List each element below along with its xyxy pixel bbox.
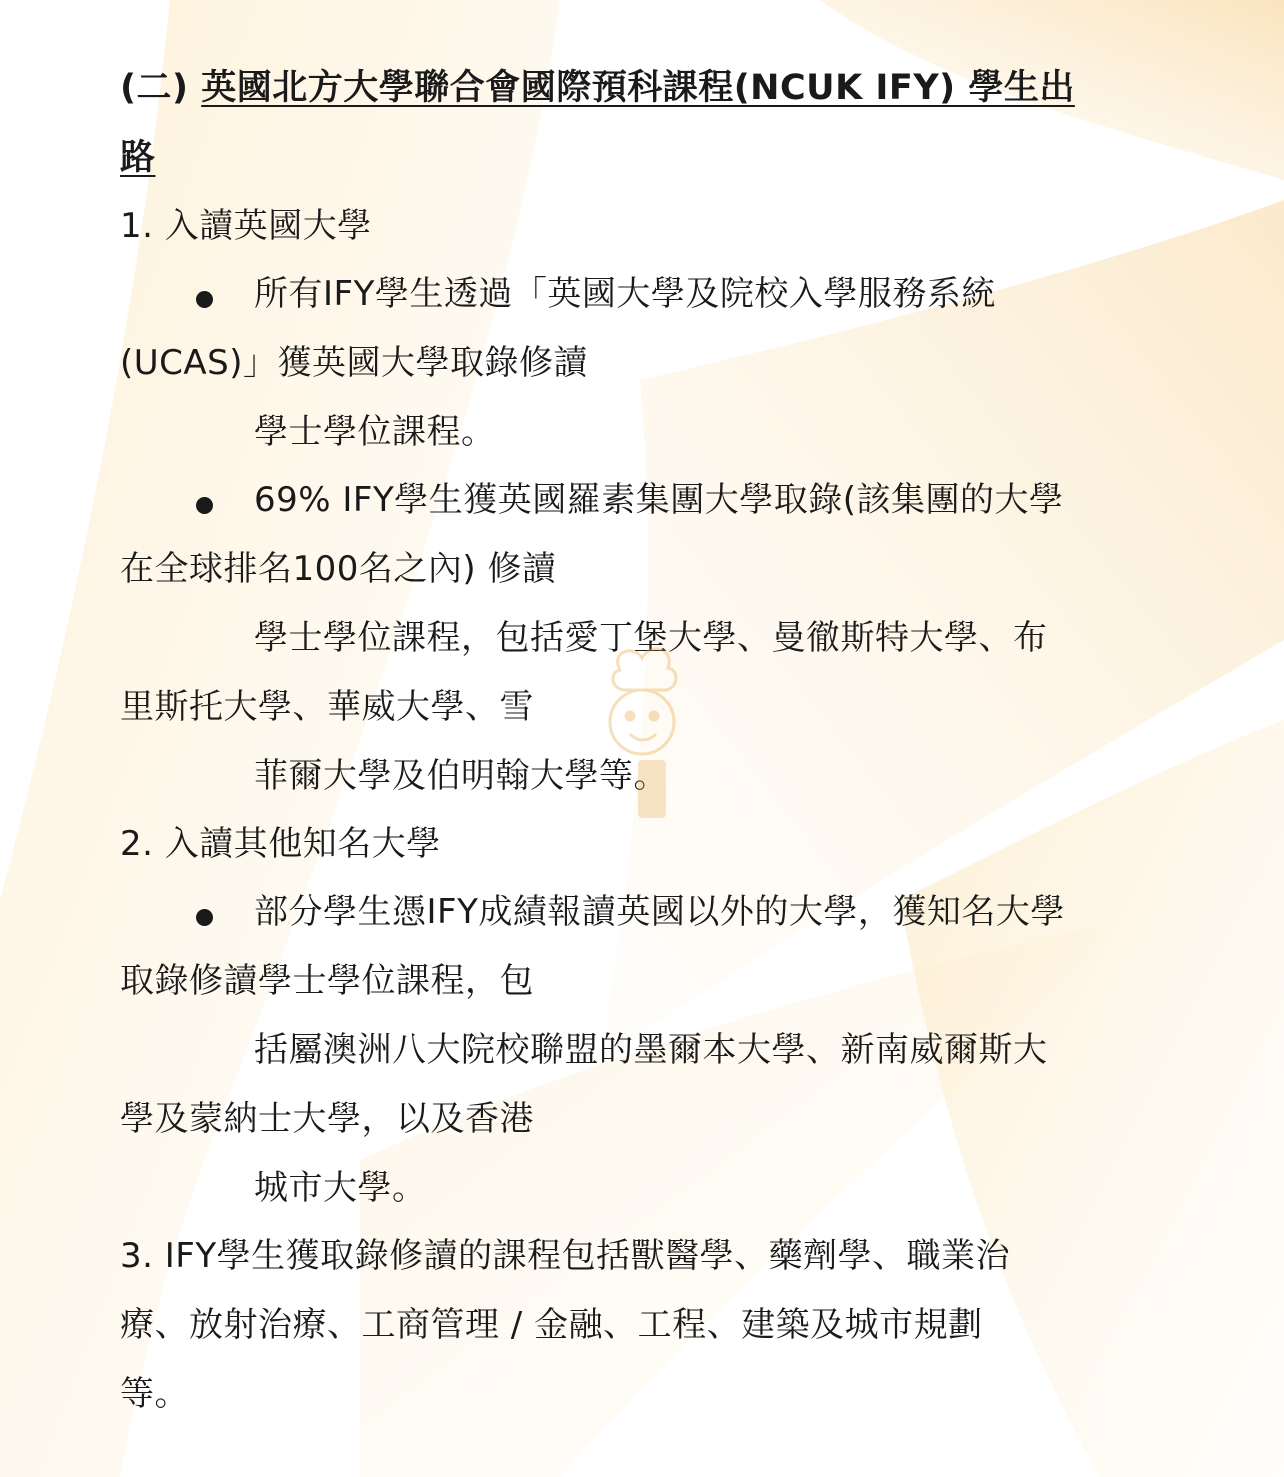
section-2-label: 2. 入讀其他知名大學 bbox=[120, 824, 441, 864]
section-heading bbox=[120, 66, 1075, 110]
section-2-bullet-1-line-2: 取錄修讀學士學位課程，包 bbox=[120, 961, 534, 1001]
section-2-bullet-1-line-1: 部分學生憑IFY成績報讀英國以外的大學，獲知名大學 bbox=[254, 892, 1065, 932]
section-1-label: 1. 入讀英國大學 bbox=[120, 206, 372, 246]
section-1-bullet-2-line-1: 69% IFY學生獲英國羅素集團大學取錄(該集團的大學 bbox=[254, 480, 1064, 520]
section-3-line-3: 等。 bbox=[120, 1374, 189, 1414]
section-1-bullet-1-line-1: 所有IFY學生透過「英國大學及院校入學服務系統 bbox=[254, 274, 996, 314]
baby-chef-logo-icon bbox=[580, 640, 710, 830]
section-3-line-2: 療、放射治療、工商管理 / 金融、工程、建築及城市規劃 bbox=[120, 1305, 983, 1345]
section-1-bullet-2-line-3: 學士學位課程，包括愛丁堡大學、曼徹斯特大學、布 bbox=[254, 618, 1048, 658]
bullet-dot bbox=[196, 909, 213, 926]
section-2-bullet-1-line-3: 括屬澳洲八大院校聯盟的墨爾本大學、新南威爾斯大 bbox=[254, 1030, 1048, 1070]
section-2-bullet-1-line-5: 城市大學。 bbox=[254, 1168, 427, 1208]
heading-title-line2: 路 bbox=[120, 138, 156, 178]
heading-title-line1: 英國北方大學聯合會國際預科課程(NCUK IFY) 學生出 bbox=[201, 68, 1075, 108]
heading-prefix: (二) bbox=[120, 68, 189, 108]
heading-title-line2-row bbox=[120, 136, 156, 180]
section-1-bullet-2-line-5: 菲爾大學及伯明翰大學等。 bbox=[254, 756, 668, 796]
section-1-bullet-2-line-4: 里斯托大學、華威大學、雪 bbox=[120, 687, 534, 727]
section-2-bullet-1-line-4: 學及蒙納士大學，以及香港 bbox=[120, 1099, 534, 1139]
section-1-bullet-1-line-2: (UCAS)」獲英國大學取錄修讀 bbox=[120, 343, 588, 383]
section-3-line-1: 3. IFY學生獲取錄修讀的課程包括獸醫學、藥劑學、職業治 bbox=[120, 1236, 1011, 1276]
section-1-bullet-1-line-3: 學士學位課程。 bbox=[254, 412, 496, 452]
bullet-dot bbox=[196, 497, 213, 514]
bullet-dot bbox=[196, 291, 213, 308]
section-1-bullet-2-line-2: 在全球排名100名之內) 修讀 bbox=[120, 549, 557, 589]
